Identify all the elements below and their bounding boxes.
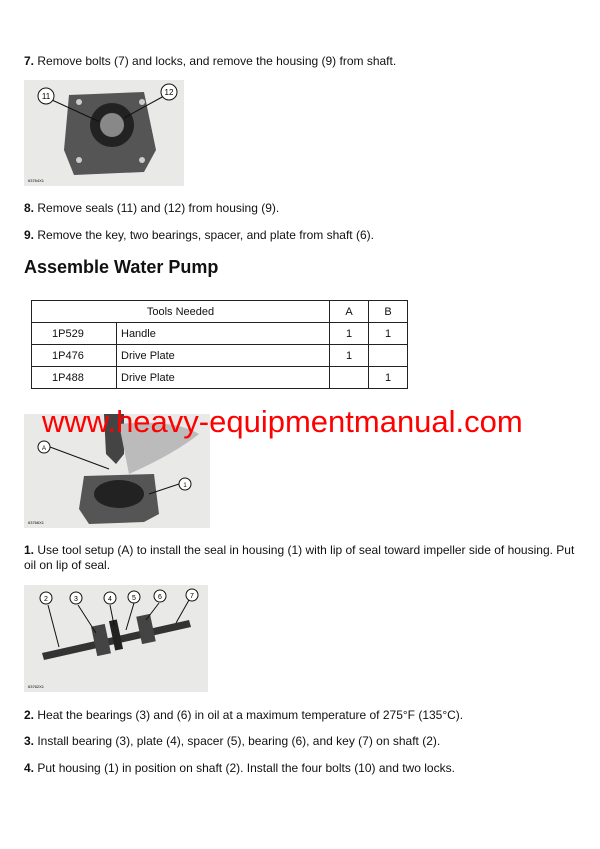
- table-row: [32, 345, 408, 367]
- header-a: A: [330, 301, 369, 323]
- part-number: 1P476: [32, 345, 117, 367]
- figure-caption: 63762X1: [28, 684, 45, 689]
- step-7: 7. Remove bolts (7) and locks, and remove the housing (9) from shaft.: [24, 54, 397, 68]
- tool-name: Drive Plate: [117, 345, 330, 367]
- part-number: 1P529: [32, 323, 117, 345]
- assembly-step-2: 2. Heat the bearings (3) and (6) in oil at a maximum temperature of 275°F (135°C).: [24, 708, 464, 722]
- callout-label: A: [41, 446, 47, 452]
- assembly-step-3: 3. Install bearing (3), plate (4), spacer (5), bearing (6), and key (7) on shaft (2).: [24, 734, 441, 748]
- part-number: 1P488: [32, 367, 117, 389]
- qty-a: [330, 367, 369, 389]
- step-8: 8. Remove seals (11) and (12) from housing (9).: [24, 201, 280, 215]
- callout-label: 1: [183, 483, 187, 489]
- qty-b: [369, 345, 408, 367]
- assembly-step-4: 4. Put housing (1) in position on shaft (2). Install the four bolts (10) and two locks.: [24, 761, 455, 775]
- callout-label: 6: [158, 594, 162, 601]
- callout-label: 7: [190, 593, 194, 600]
- callout-label: 12: [164, 88, 174, 97]
- callout-label: 3: [74, 596, 78, 603]
- header-b: B: [369, 301, 408, 323]
- qty-a: 1: [330, 345, 369, 367]
- qty-b: 1: [369, 323, 408, 345]
- qty-b: 1: [369, 367, 408, 389]
- tool-name: Drive Plate: [117, 367, 330, 389]
- tools-needed-table: [31, 300, 408, 389]
- tool-name: Handle: [117, 323, 330, 345]
- table-row: [32, 323, 408, 345]
- callout-label: 2: [44, 596, 48, 603]
- callout-label: 5: [132, 595, 136, 602]
- figure-housing-seals: [24, 80, 184, 186]
- callout-label: 11: [41, 92, 51, 101]
- header-tools: Tools Needed: [32, 301, 330, 323]
- table-header-row: [32, 301, 408, 323]
- callout-label: 4: [108, 596, 112, 603]
- assembly-step-1: 1. Use tool setup (A) to install the seal in housing (1) with lip of seal toward impeller side of housing. Put oil on lip of seal.: [24, 543, 575, 572]
- step-9: 9. Remove the key, two bearings, spacer, and plate from shaft (6).: [24, 228, 374, 242]
- table-row: [32, 367, 408, 389]
- figure-caption: 63766X1: [28, 520, 45, 525]
- watermark-link[interactable]: www.heavy-equipmentmanual.com: [42, 404, 523, 439]
- figure-shaft-assembly: [24, 585, 208, 692]
- figure-caption: 63764X1: [28, 178, 45, 183]
- section-heading: Assemble Water Pump: [24, 257, 219, 277]
- qty-a: 1: [330, 323, 369, 345]
